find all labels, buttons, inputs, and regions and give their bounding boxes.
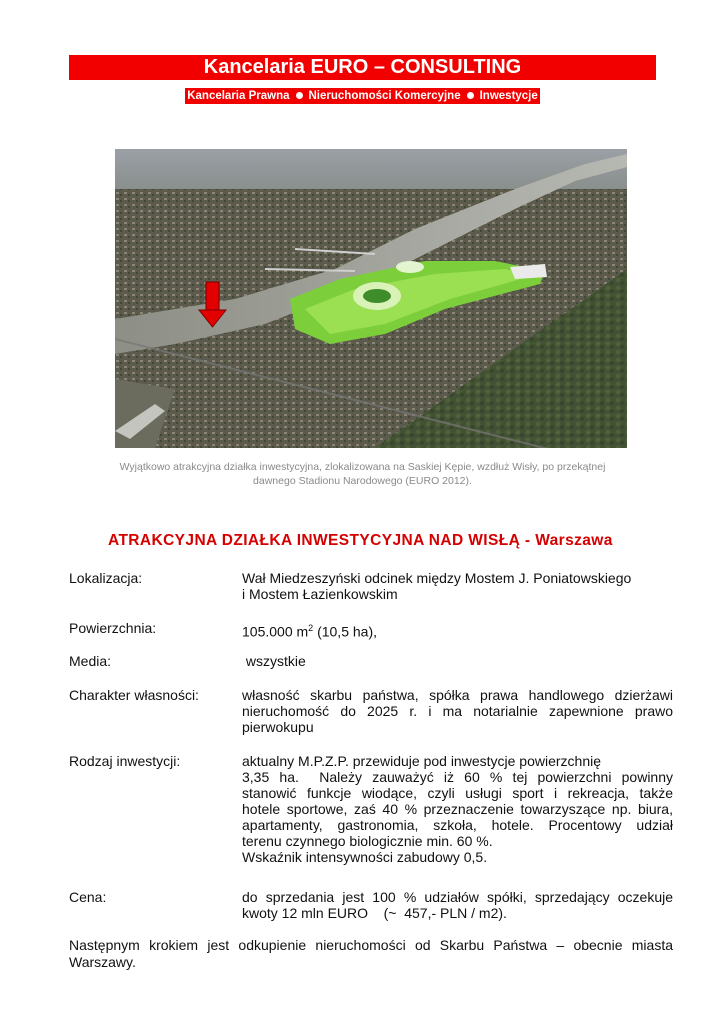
value-line: hotele sportowe, zaś 40 % przeznaczenie towarzyszące np. biura, (242, 801, 673, 817)
detail-label: Media: (69, 653, 112, 669)
detail-label: Charakter własności: (69, 687, 199, 703)
detail-value (242, 620, 673, 640)
caption-line: dawnego Stadionu Narodowego (EURO 2012). (253, 475, 472, 487)
service-legal: Kancelaria Prawna (187, 90, 290, 102)
value-line: własność skarbu państwa, spółka prawa handlowego dzierżawi (242, 687, 673, 703)
value-line: do sprzedania jest 100 % udziałów spółki, sprzedający oczekuje (242, 889, 673, 905)
value-line: kwoty 12 mln EURO (~ 457,- PLN / m2). (242, 905, 507, 921)
offer-title: ATRAKCYJNA DZIAŁKA INWESTYCYJNA NAD WISŁĄ - Warszawa (108, 532, 613, 549)
value-line: nieruchomość do 2025 r. i ma notarialnie zapewnione prawo (242, 703, 673, 719)
value-line: terenu czynnego biologicznie min. 60 %. (242, 833, 493, 849)
value-line: aktualny M.P.Z.P. przewiduje pod inwestycje powierzchnię (242, 753, 602, 769)
value-line: Wał Miedzeszyński odcinek między Mostem J. Poniatowskiego (242, 570, 632, 586)
detail-label: Cena: (69, 889, 107, 905)
detail-label: Rodzaj inwestycji: (69, 753, 181, 769)
detail-value (242, 687, 673, 735)
area-value: 105.000 m (242, 623, 309, 640)
services-bar (0, 86, 725, 104)
detail-value: wszystkie (242, 653, 306, 669)
value-line: pierwokupu (242, 719, 314, 735)
company-title: Kancelaria EURO – CONSULTING (69, 55, 656, 80)
detail-label: Powierzchnia: (69, 620, 157, 636)
detail-value (242, 889, 673, 921)
caption-line: Wyjątkowo atrakcyjna działka inwestycyjna, zlokalizowana na Saskiej Kępie, wzdłuż Wisły, po przekątnej (119, 461, 606, 473)
closing-paragraph: Następnym krokiem jest odkupienie nieruchomości od Skarbu Państwa – obecnie miasta Warszawy. (69, 937, 673, 970)
aerial-photo (115, 149, 627, 448)
area-hectares: (10,5 ha), (313, 623, 378, 640)
value-line: i Mostem Łazienkowskim (242, 586, 398, 602)
value-line: 3,35 ha. Należy zauważyć iż 60 % tej powierzchni powinny (242, 769, 673, 785)
value-line: stanowić funkcje wiodące, czyli usługi sport i rekreacja, także (242, 785, 673, 801)
detail-value (242, 753, 673, 865)
bullet-icon (296, 92, 303, 99)
photo-caption (95, 460, 630, 488)
detail-label: Lokalizacja: (69, 570, 143, 586)
bullet-icon (467, 92, 474, 99)
detail-value (242, 570, 673, 602)
service-commercial: Nieruchomości Komercyjne (308, 90, 461, 102)
area-unit-exponent: 2 (308, 623, 314, 633)
value-line: apartamenty, gastronomia, szkoła, hotele. Procentowy udział (242, 817, 673, 833)
value-line: Wskaźnik intensywności zabudowy 0,5. (242, 849, 488, 865)
service-investments: Inwestycje (479, 90, 538, 102)
aerial-photo-illustration (115, 149, 627, 448)
